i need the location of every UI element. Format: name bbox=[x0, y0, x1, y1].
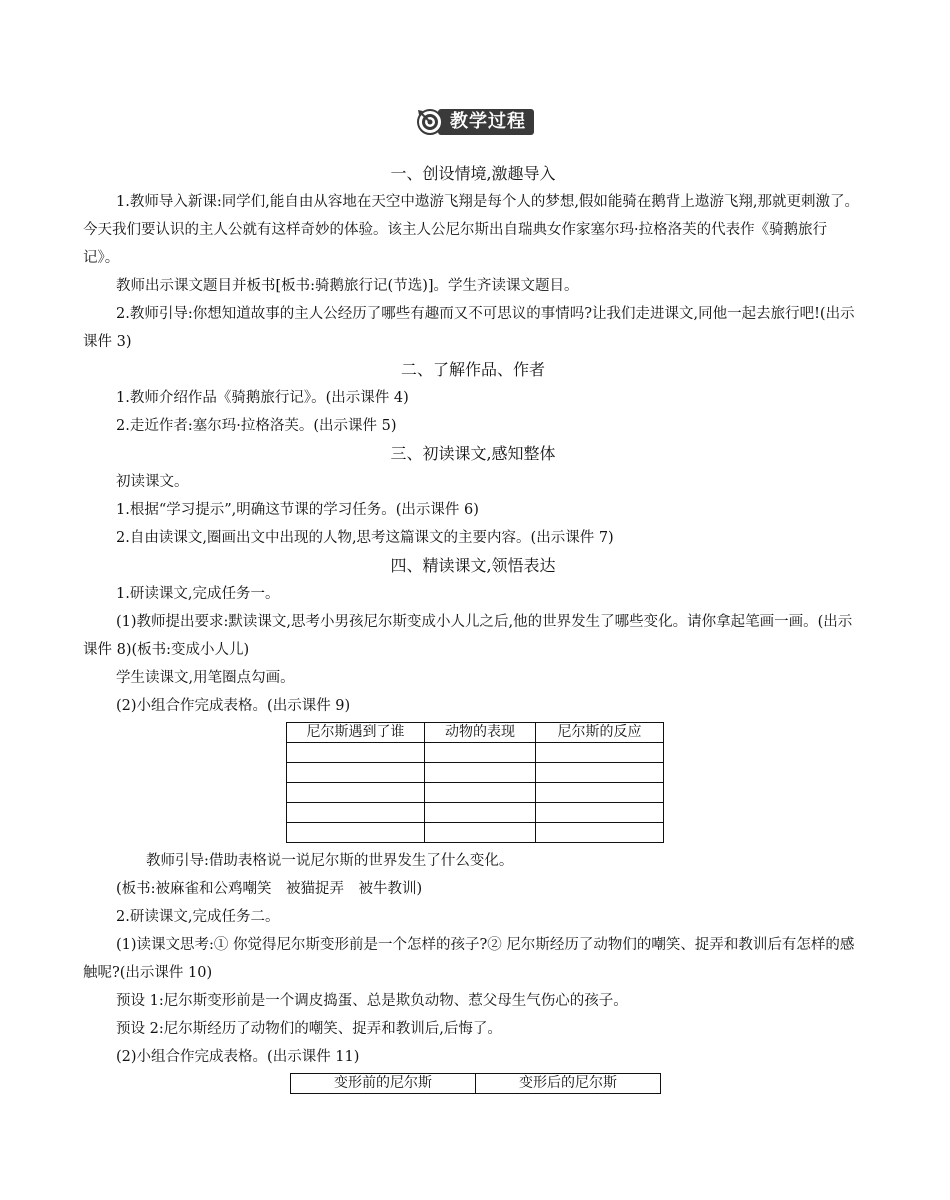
target-icon bbox=[416, 108, 444, 136]
paragraph: (板书:被麻雀和公鸡嘲笑 被猫捉弄 被牛教训) bbox=[116, 881, 423, 897]
lesson-content bbox=[83, 160, 863, 1098]
paragraph: 1.研读课文,完成任务一。 bbox=[116, 586, 280, 602]
paragraph: 教师引导:借助表格说一说尼尔斯的世界发生了什么变化。 bbox=[146, 853, 514, 869]
table-cell bbox=[287, 823, 425, 843]
table-header-cell: 变形前的尼尔斯 bbox=[291, 1074, 476, 1094]
table-cell bbox=[536, 823, 664, 843]
section-heading: 三、初读课文,感知整体 bbox=[390, 444, 556, 463]
paragraph: 2.自由读课文,圈画出文中出现的人物,思考这篇课文的主要内容。(出示课件 7) bbox=[116, 530, 614, 546]
table-cell bbox=[536, 803, 664, 823]
paragraph: 2.走近作者:塞尔玛·拉格洛芙。(出示课件 5) bbox=[116, 418, 397, 434]
table-cell bbox=[425, 803, 536, 823]
paragraph: 初读课文。 bbox=[116, 474, 189, 490]
worksheet-table-2 bbox=[290, 1073, 661, 1094]
table-cell bbox=[287, 803, 425, 823]
paragraph: 学生读课文,用笔圈点勾画。 bbox=[116, 670, 295, 686]
section-heading: 一、创设情境,激趣导入 bbox=[390, 164, 556, 183]
paragraph: 预设 1:尼尔斯变形前是一个调皮捣蛋、总是欺负动物、惹父母生气伤心的孩子。 bbox=[116, 993, 628, 1009]
table-header-cell: 尼尔斯遇到了谁 bbox=[287, 723, 425, 743]
page-title: 教学过程 bbox=[438, 109, 534, 135]
table-cell bbox=[287, 783, 425, 803]
paragraph: 1.教师导入新课:同学们,能自由从容地在天空中遨游飞翔是每个人的梦想,假如能骑在鹅背上遨游飞翔,那就更刺激了。今天我们要认识的主人公就有这样奇妙的体验。该主人公尼尔斯出自瑞典女作家塞尔玛·拉格洛芙的代表作《骑鹅旅行记》。 bbox=[83, 194, 860, 266]
paragraph: (2)小组合作完成表格。(出示课件 11) bbox=[116, 1049, 360, 1065]
table-row bbox=[287, 783, 664, 803]
paragraph: (1)读课文思考:① 你觉得尼尔斯变形前是一个怎样的孩子?② 尼尔斯经历了动物们的嘲笑、捉弄和教训后有怎样的感触呢?(出示课件 10) bbox=[83, 937, 855, 981]
section-heading: 二、了解作品、作者 bbox=[400, 360, 545, 379]
table-cell bbox=[536, 763, 664, 783]
table-header-cell: 变形后的尼尔斯 bbox=[476, 1074, 661, 1094]
table-header-cell: 动物的表现 bbox=[425, 723, 536, 743]
table-row bbox=[287, 763, 664, 783]
paragraph: 2.教师引导:你想知道故事的主人公经历了哪些有趣而又不可思议的事情吗?让我们走进课文,同他一起去旅行吧!(出示课件 3) bbox=[83, 306, 855, 350]
section-heading: 四、精读课文,领悟表达 bbox=[390, 556, 556, 575]
paragraph: 2.研读课文,完成任务二。 bbox=[116, 909, 280, 925]
table-header-row bbox=[291, 1074, 661, 1094]
table-row bbox=[287, 823, 664, 843]
table-cell bbox=[425, 783, 536, 803]
table-row bbox=[287, 743, 664, 763]
table-cell bbox=[425, 763, 536, 783]
paragraph: (2)小组合作完成表格。(出示课件 9) bbox=[116, 698, 351, 714]
table-cell bbox=[425, 743, 536, 763]
banner-badge bbox=[416, 108, 534, 136]
paragraph: 预设 2:尼尔斯经历了动物们的嘲笑、捉弄和教训后,后悔了。 bbox=[116, 1021, 502, 1037]
worksheet-table-1 bbox=[286, 722, 664, 843]
table-row bbox=[287, 803, 664, 823]
paragraph: (1)教师提出要求:默读课文,思考小男孩尼尔斯变成小人儿之后,他的世界发生了哪些变化。请你拿起笔画一画。(出示课件 8)(板书:变成小人儿) bbox=[83, 614, 853, 658]
paragraph: 教师出示课文题目并板书[板书:骑鹅旅行记(节选)]。学生齐读课文题目。 bbox=[116, 278, 579, 294]
table-cell bbox=[287, 763, 425, 783]
table-cell bbox=[425, 823, 536, 843]
section-banner bbox=[0, 108, 950, 140]
table-header-row bbox=[287, 723, 664, 743]
table-header-cell: 尼尔斯的反应 bbox=[536, 723, 664, 743]
paragraph: 1.教师介绍作品《骑鹅旅行记》。(出示课件 4) bbox=[116, 390, 409, 406]
table-cell bbox=[287, 743, 425, 763]
table-cell bbox=[536, 783, 664, 803]
table-cell bbox=[536, 743, 664, 763]
paragraph: 1.根据“学习提示”,明确这节课的学习任务。(出示课件 6) bbox=[116, 502, 479, 518]
